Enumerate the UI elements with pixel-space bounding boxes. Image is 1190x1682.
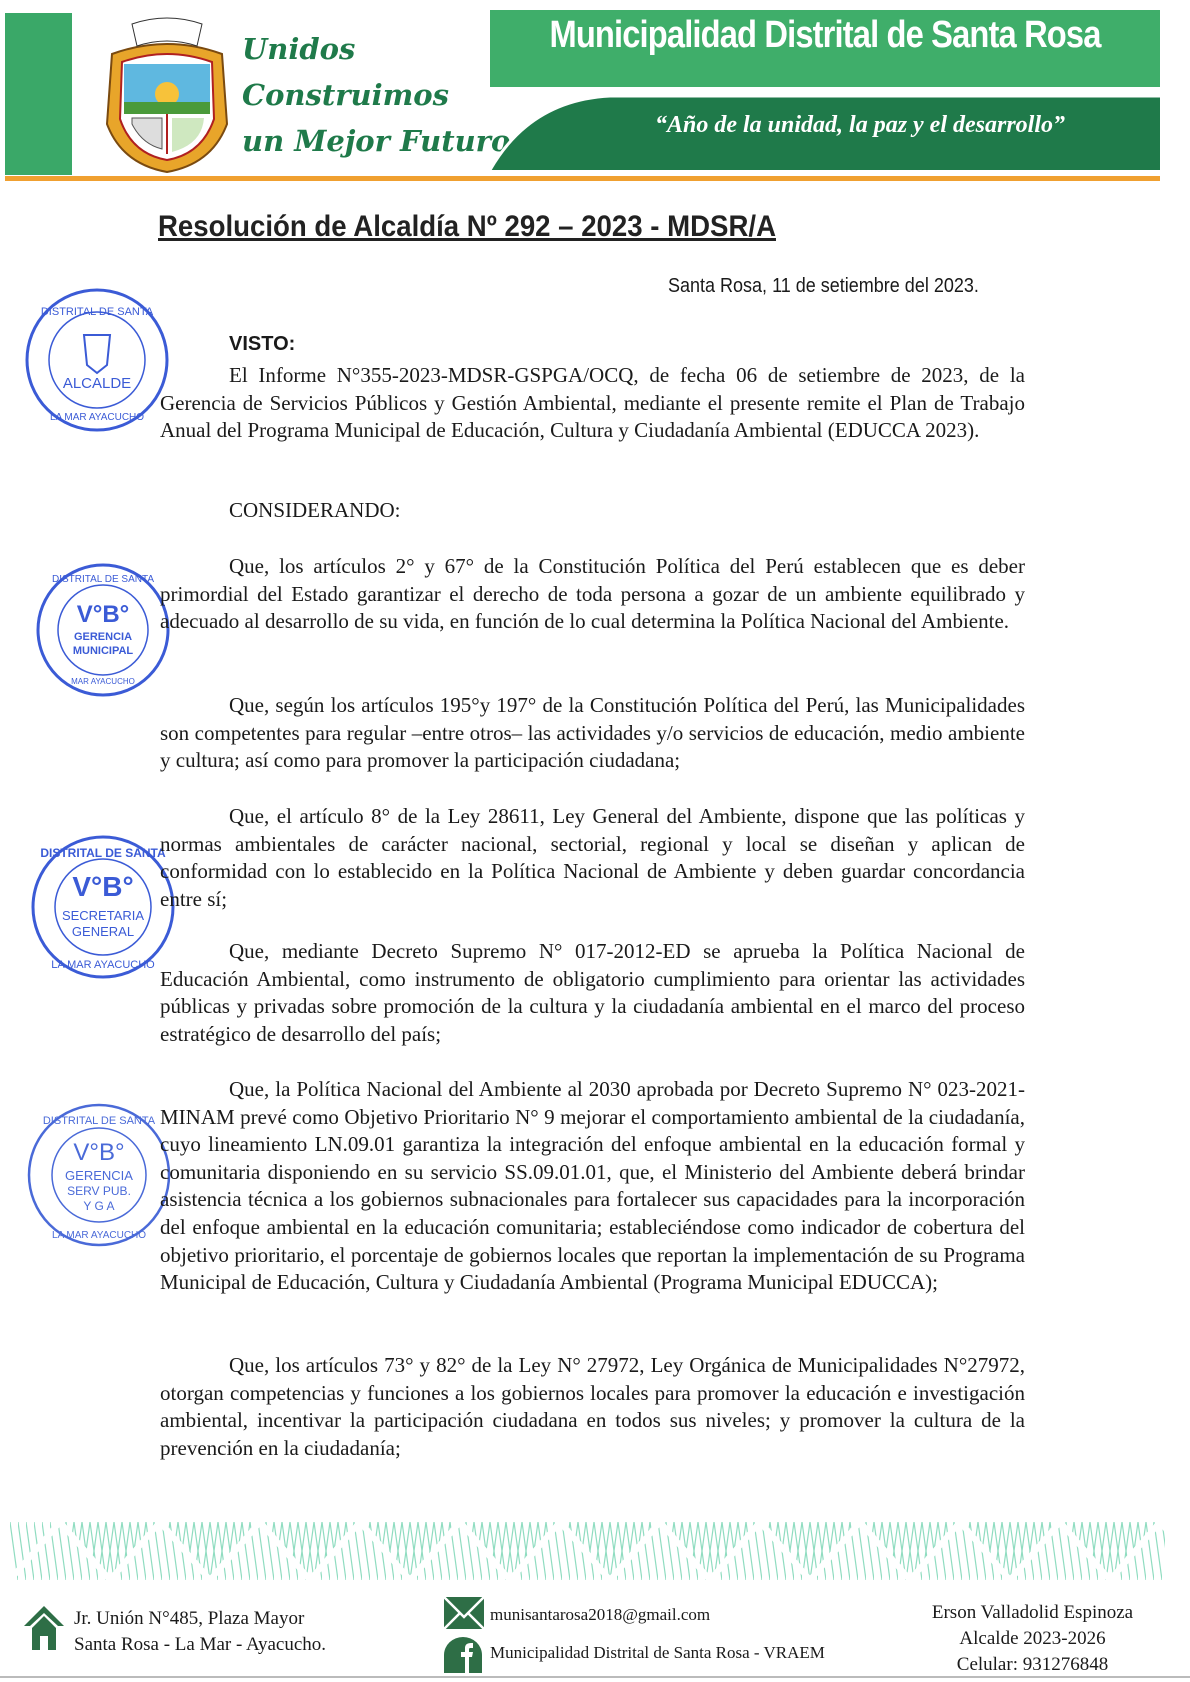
email-icon xyxy=(444,1597,484,1629)
considerando-paragraph: Que, el artículo 8° de la Ley 28611, Ley General del Ambiente, dispone que las políticas y normas ambientales de carácter nacional, sectorial, regional y local se diseñan y aplican de conformidad con lo establecido en la Política Nacional de Ambiente y deben guardar concordancia entre sí; xyxy=(160,804,1025,911)
motto-line: un Mejor Futuro xyxy=(242,124,511,158)
signer-name: Erson Valladolid Espinoza xyxy=(931,1602,1134,1623)
considerando-paragraph: Que, según los artículos 195°y 197° de la Constitución Política del Perú, las Municipalidades son competentes para regular –entre otros– las actividades y/o servicios de educación, medio ambiente y cultura; así como para promover la participación ciudadana; xyxy=(160,693,1025,773)
svg-text:LA MAR AYACUCHO: LA MAR AYACUCHO xyxy=(51,959,155,971)
motto-line: Construimos xyxy=(242,78,449,112)
header-green-bar xyxy=(5,13,72,175)
svg-text:LA MAR AYACUCHO: LA MAR AYACUCHO xyxy=(49,412,145,423)
alcalde-seal-stamp xyxy=(22,285,172,435)
page-bottom-edge xyxy=(0,1676,1190,1678)
svg-text:GENERAL: GENERAL xyxy=(71,924,135,939)
considerando-paragraph: Que, la Política Nacional del Ambiente al 2030 aprobada por Decreto Supremo N° 023-2021-MINAM prevé como Objetivo Prioritario N° 9 mejorar el comportamiento ambiental de la ciudadanía, cuyo lineamiento LN.09.01 garantiza la integración del enfoque ambiental en la educación formal y comunitaria disponiendo en su servicio SS.09.01.01, que, el Ministerio del Ambiente deberá brindar asistencia técnica a los gobiernos subnacionales para fortalecer sus capacidades para la incorporación del enfoque ambiental en la educación comunitaria; estableciéndose como indicador de cobertura del objetivo prioritario, el porcentaje de gobiernos locales que reportan la implementación de su Programa Municipal de Educación, Cultura y Ciudadanía Ambiental (Programa Municipal EDUCCA); xyxy=(160,1077,1025,1295)
svg-text:V°B°: V°B° xyxy=(76,601,130,628)
document-date: Santa Rosa, 11 de setiembre del 2023. xyxy=(668,275,979,297)
footer-facebook[interactable]: Municipalidad Distrital de Santa Rosa - VRAEM xyxy=(490,1643,825,1662)
svg-text:DISTRITAL DE SANTA: DISTRITAL DE SANTA xyxy=(42,1115,156,1127)
svg-text:DISTRITAL DE SANTA: DISTRITAL DE SANTA xyxy=(51,574,155,585)
svg-text:V°B°: V°B° xyxy=(72,871,134,902)
resolution-title: Resolución de Alcaldía Nº 292 – 2023 - MDSR/A xyxy=(158,210,776,243)
address-line: Jr. Unión N°485, Plaza Mayor xyxy=(74,1608,305,1629)
motto-line: Unidos xyxy=(242,32,356,66)
year-slogan: “Año de la unidad, la paz y el desarrollo” xyxy=(654,112,1066,138)
visto-paragraph: El Informe N°355-2023-MDSR-GSPGA/OCQ, de fecha 06 de setiembre de 2023, de la Gerencia de Servicios Públicos y Gestión Ambiental, mediante el presente remite el Plan de Trabajo Anual del Programa Municipal de Educación, Cultura y Ciudadanía Ambiental (EDUCCA 2023). xyxy=(160,363,1025,443)
svg-text:SERV PUB.: SERV PUB. xyxy=(67,1184,131,1198)
svg-text:Y G A: Y G A xyxy=(83,1199,115,1213)
institution-name: Municipalidad Distrital de Santa Rosa xyxy=(549,14,1101,56)
considerando-paragraph: Que, los artículos 2° y 67° de la Constitución Política del Perú establecen que es deber primordial del Estado garantizar el derecho de toda persona a gozar de un ambiente equilibrado y adecuado al desarrollo de su vida, en función de lo cual determina la Política Nacional del Ambiente. xyxy=(160,554,1025,634)
considerando-paragraph: Que, mediante Decreto Supremo N° 017-2012-ED se aprueba la Política Nacional de Educación Ambiental, como instrumento de obligatorio cumplimiento para orientar las actividades públicas y privadas sobre promoción de la cultura y la ciudadanía ambiental en el marco del proceso estratégico de desarrollo del país; xyxy=(160,939,1025,1046)
signer-role: Alcalde 2023-2026 xyxy=(959,1628,1106,1649)
footer-signer xyxy=(910,1600,1155,1678)
signer-phone: Celular: 931276848 xyxy=(956,1654,1109,1675)
svg-text:GERENCIA: GERENCIA xyxy=(65,1168,133,1183)
header-motto xyxy=(242,26,510,164)
header-divider xyxy=(5,176,1160,181)
svg-text:MAR AYACUCHO: MAR AYACUCHO xyxy=(71,677,135,686)
gerencia-servicios-publicos-stamp xyxy=(24,1100,174,1250)
svg-text:SECRETARIA: SECRETARIA xyxy=(61,908,145,923)
facebook-icon xyxy=(444,1637,482,1673)
secretaria-general-stamp xyxy=(28,832,178,982)
footer-decorative-pattern xyxy=(10,1522,1165,1580)
footer-address xyxy=(74,1606,326,1658)
gerencia-municipal-stamp xyxy=(33,560,173,700)
svg-text:DISTRITAL DE SANTA: DISTRITAL DE SANTA xyxy=(40,306,154,318)
visto-heading: VISTO: xyxy=(229,333,296,355)
address-line: Santa Rosa - La Mar - Ayacucho. xyxy=(74,1634,327,1655)
svg-text:GERENCIA: GERENCIA xyxy=(73,631,133,643)
svg-text:DISTRITAL DE SANTA: DISTRITAL DE SANTA xyxy=(40,846,166,860)
considerando-heading: CONSIDERANDO: xyxy=(229,498,401,522)
svg-text:ALCALDE: ALCALDE xyxy=(62,375,132,392)
considerando-paragraph: Que, los artículos 73° y 82° de la Ley N° 27972, Ley Orgánica de Municipalidades N°27972, otorgan competencias y funciones a los gobiernos locales para promover la educación e investigación ambiental, incentivar la participación ciudadana en todos sus niveles; y promover la cultura de la prevención en la ciudadanía; xyxy=(160,1353,1025,1460)
home-icon xyxy=(22,1602,67,1652)
svg-text:LA MAR AYACUCHO: LA MAR AYACUCHO xyxy=(51,1230,147,1241)
svg-text:MUNICIPAL: MUNICIPAL xyxy=(72,645,134,657)
municipal-crest-logo xyxy=(92,14,242,174)
footer-email[interactable]: munisantarosa2018@gmail.com xyxy=(490,1605,711,1624)
svg-text:V°B°: V°B° xyxy=(73,1139,125,1166)
